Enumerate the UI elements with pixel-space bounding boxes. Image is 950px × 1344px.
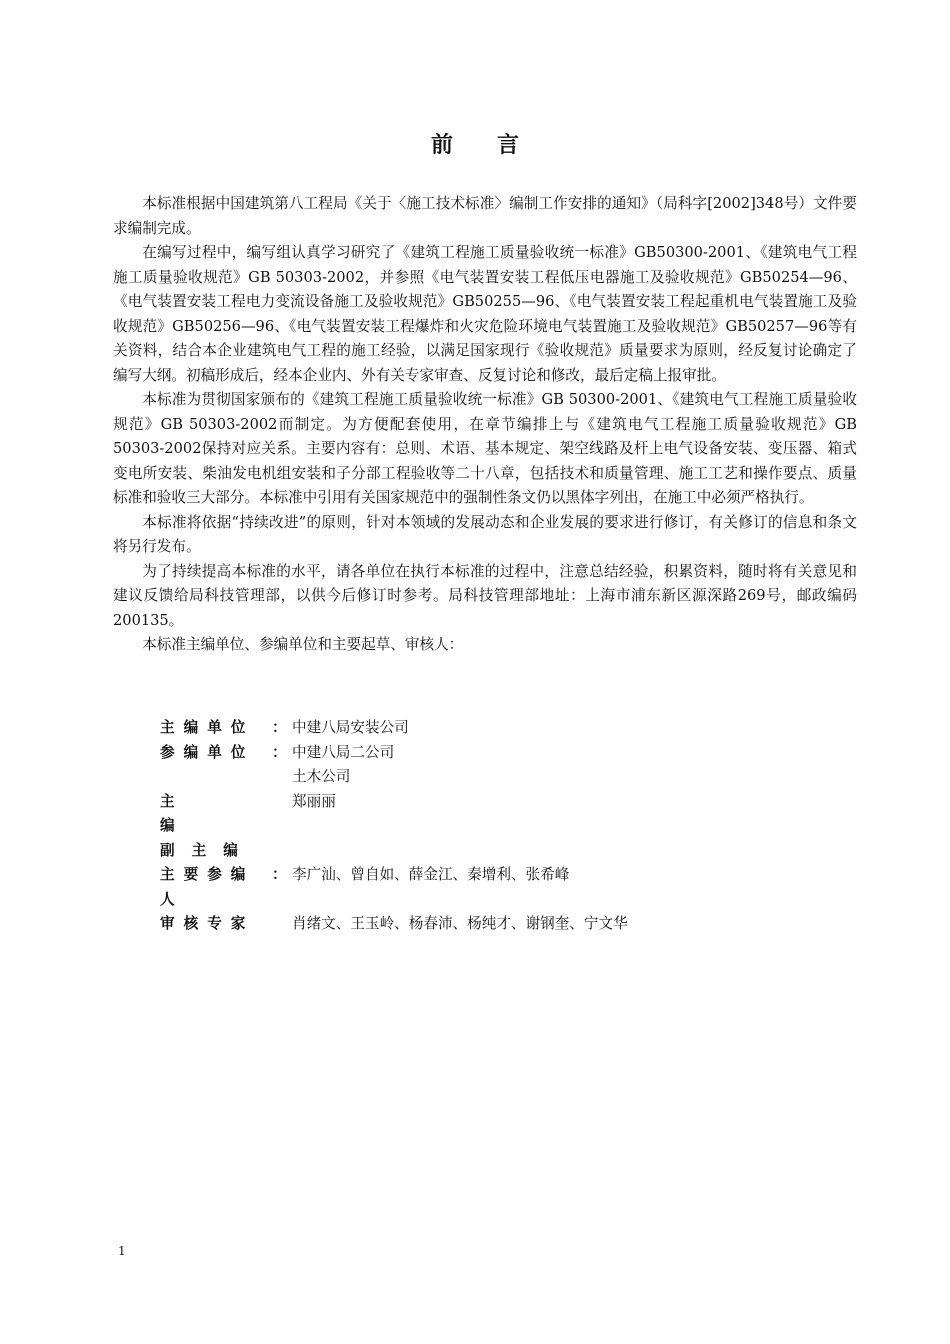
page-number: 1 [118,1244,126,1258]
paragraph-staff-intro: 本标准主编单位、参编单位和主要起草、审核人： [142,636,464,653]
staff-colon: ： [272,866,287,883]
staff-row-main-contributors [160,863,860,912]
staff-label-reviewers: 审核专家 [160,915,255,932]
staff-label-main-contributors-2: 人 [160,890,184,908]
staff-value-reviewers: 肖绪文、王玉岭、杨春沛、杨纯才、谢钢奎、宁文华 [292,915,628,932]
paragraph-feedback: 为了持续提高本标准的水平，请各单位在执行本标准的过程中，注意总结经验，积累资料，随时将有关意见和建议反馈给局科技管理部，以供今后修订时参考。局科技管理部地址：上海市浦东新区源深路269号，邮政编码200135。 [113,562,857,629]
staff-value-chief-editor: 郑丽丽 [292,792,336,810]
staff-value-chief-unit: 中建八局安装公司 [292,719,409,736]
preface-body [113,192,857,658]
staff-list [160,716,860,937]
staff-value-main-contributors: 李广汕、曾自如、薛金江、秦增利、张希峰 [292,866,570,883]
staff-label-co-unit: 参编单位 [160,743,255,761]
staff-row-co-unit [160,741,860,790]
staff-row-chief-editor [160,790,860,839]
staff-value-co-unit-2: 土木公司 [292,768,351,785]
staff-label-chief-editor: 主编 [160,792,227,834]
staff-value-co-unit-1: 中建八局二公司 [292,743,395,761]
staff-label-deputy-editor: 副主编 [160,841,255,859]
page-title: 前言 [430,133,563,158]
staff-label-chief-unit: 主编单位 [160,719,255,736]
paragraph-origin: 本标准根据中国建筑第八工程局《关于〈施工技术标准〉编制工作安排的通知》（局科字[2002]348号）文件要求编制完成。 [113,195,857,237]
paragraph-process: 在编写过程中，编写组认真学习研究了《建筑工程施工质量验收统一标准》GB50300-2001、《建筑电气工程施工质量验收规范》GB 50303-2002，并参照《电气装置安装工程低压电器施工及验收规范》GB50254—96、《电气装置安装工程电力变流设备施工及验收规范》GB50255—96、《电气装置安装工程起重机电气装置施工及验收规范》GB50256—96、《电气装置安装工程爆炸和火灾危险环境电气装置施工及验收规范》GB50257—96等有关资料，结合本企业建筑电气工程的施工经验，以满足国家现行《验收规范》质量要求为原则，经反复讨论确定了编写大纲。初稿形成后，经本企业内、外有关专家审查、反复讨论和修改，最后定稿上报审批。 [113,244,857,384]
staff-label-main-contributors-1: 主要参编 [160,866,255,883]
staff-row-deputy-editor [160,839,860,864]
staff-colon: ： [272,743,287,761]
staff-label-main-contributors [160,863,272,912]
staff-value-co-unit [292,741,860,790]
paragraph-content: 本标准为贯彻国家颁布的《建筑工程施工质量验收统一标准》GB 50300-2001、《建筑电气工程施工质量验收规范》GB 50303-2002而制定。为方便配套使用，在章节编排上与《建筑电气工程施工质量验收规范》GB 50303-2002保持对应关系。主要内容有：总则、术语、基本规定、架空线路及杆上电气设备安装、变压器、箱式变电所安装、柴油发电机组安装和子分部工程验收等二十八章，包括技术和质量管理、施工工艺和操作要点、质量标准和验收三大部分。本标准中引用有关国家规范中的强制性条文仍以黑体字列出，在施工中必须严格执行。 [113,391,857,506]
staff-row-chief-unit [160,716,860,741]
paragraph-revision: 本标准将依据“持续改进”的原则，针对本领域的发展动态和企业发展的要求进行修订，有关修订的信息和条文将另行发布。 [113,513,857,555]
staff-colon: ： [272,719,287,736]
staff-row-reviewers [160,912,860,937]
